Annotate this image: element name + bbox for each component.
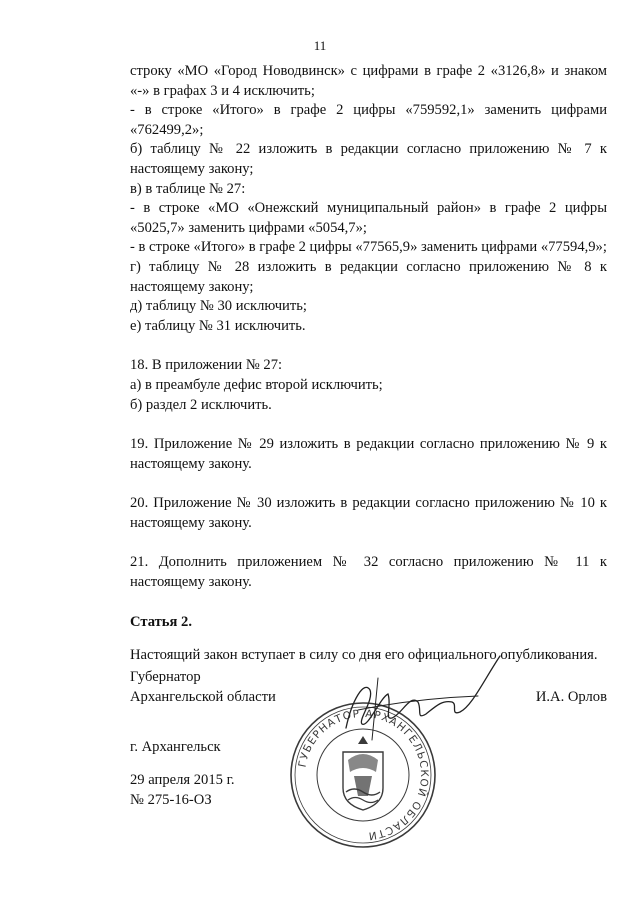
page-number: 11: [313, 38, 327, 53]
paragraph: г) таблицу № 28 изложить в редакции согласно приложению № 8 к настоящему закону;: [130, 258, 607, 295]
paragraph: - в строке «Итого» в графе 2 цифры «759592,1» заменить цифрами «762499,2»;: [130, 102, 607, 138]
paragraph: е) таблицу № 31 исключить.: [130, 317, 306, 334]
article-2-heading: Статья 2.: [130, 613, 192, 630]
paragraph: д) таблицу № 30 исключить;: [130, 298, 307, 315]
signer-name: И.А. Орлов: [535, 688, 607, 705]
paragraph: - в строке «Итого» в графе 2 цифры «77565,9» заменить цифрами «77594,9»;: [130, 239, 607, 256]
paragraph: - в строке «МО «Онежский муниципальный район» в графе 2 цифры «5025,7» заменить цифрами «5054,7»;: [130, 200, 607, 236]
item-21: 21. Дополнить приложением № 32 согласно приложению № 11 к настоящему закону.: [130, 554, 607, 591]
paragraph: б) таблицу № 22 изложить в редакции согласно приложению № 7 к настоящему закону;: [130, 141, 607, 177]
signer-title-line1: Губернатор: [130, 669, 201, 685]
paragraph: строку «МО «Город Новодвинск» с цифрами в графе 2 «3126,8» и знаком «-» в графах 3 и 4 исключить;: [130, 63, 607, 99]
item-18-a: а) в преамбуле дефис второй исключить;: [130, 376, 383, 393]
document-body: [130, 62, 607, 666]
article-2-text: Настоящий закон вступает в силу со дня его официального опубликования.: [130, 647, 598, 664]
document-date: 29 апреля 2015 г.: [130, 772, 235, 788]
item-20: 20. Приложение № 30 изложить в редакции согласно приложению № 10 к настоящему закону.: [130, 495, 607, 531]
document-number: № 275-16-ОЗ: [130, 791, 212, 808]
seal-text: ГУБЕРНАТОР АРХАНГЕЛЬСКОЙ ОБЛАСТИ: [296, 707, 431, 842]
place-of-signing: г. Архангельск: [130, 739, 221, 755]
date-block: [130, 771, 235, 810]
paragraph: в) в таблице № 27:: [130, 180, 246, 197]
item-18-b: б) раздел 2 исключить.: [130, 396, 272, 413]
signer-title-line2: Архангельской области: [130, 688, 276, 705]
item-18-title: 18. В приложении № 27:: [130, 357, 283, 374]
handwritten-signature-icon: [318, 650, 518, 750]
item-19: 19. Приложение № 29 изложить в редакции согласно приложению № 9 к настоящему закону.: [130, 436, 607, 472]
